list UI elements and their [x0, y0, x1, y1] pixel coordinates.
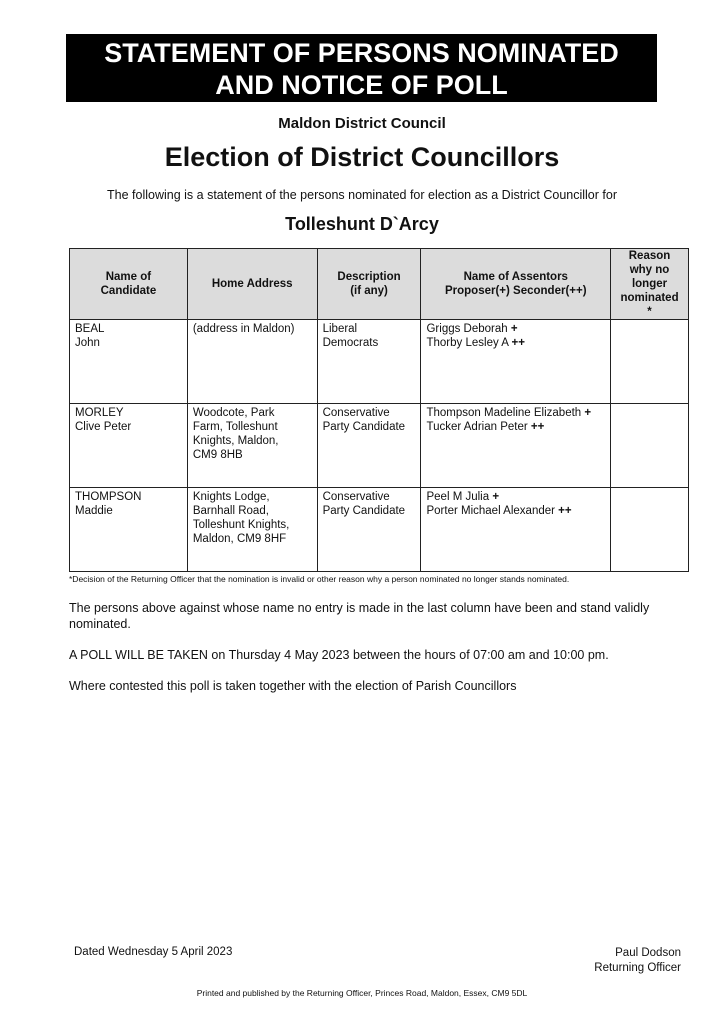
header-home-address: Home Address — [187, 249, 317, 320]
proposer-marker: + — [584, 407, 592, 419]
banner-line-1: STATEMENT OF PERSONS NOMINATED — [104, 38, 619, 68]
candidate-name-cell — [70, 404, 188, 488]
election-title: Election of District Councillors — [164, 142, 560, 172]
reason-cell — [611, 404, 689, 488]
assentors-cell — [421, 404, 611, 488]
candidate-forenames: John — [75, 337, 100, 349]
notice-banner — [66, 34, 657, 102]
candidate-surname: THOMPSON — [75, 491, 142, 503]
reason-cell — [611, 488, 689, 572]
seconder-marker: ++ — [558, 505, 572, 517]
header-description: Description (if any) — [317, 249, 421, 320]
seconder: Tucker Adrian Peter ++ — [426, 421, 545, 433]
candidate-surname: BEAL — [75, 323, 105, 335]
table-header-row — [70, 249, 689, 320]
candidate-name-cell — [70, 320, 188, 404]
intro-statement: The following is a statement of the persons nominated for election as a District Councillor for — [107, 188, 617, 202]
assentors-cell — [421, 488, 611, 572]
nominations-table — [69, 248, 689, 572]
home-address-cell: Woodcote, Park Farm, Tolleshunt Knights, Maldon, CM9 8HB — [187, 404, 317, 488]
table-row — [70, 488, 689, 572]
candidate-forenames: Clive Peter — [75, 421, 132, 433]
seconder: Thorby Lesley A ++ — [426, 337, 525, 349]
proposer: Peel M Julia + — [426, 491, 500, 503]
proposer-marker: + — [492, 491, 500, 503]
table-row — [70, 404, 689, 488]
returning-officer-signature — [594, 946, 681, 976]
table-row — [70, 320, 689, 404]
validly-nominated-statement: The persons above against whose name no entry is made in the last column have been and stand validly nominated. — [69, 601, 650, 631]
candidate-surname: MORLEY — [75, 407, 124, 419]
home-address-cell: (address in Maldon) — [187, 320, 317, 404]
parish-combined-notice: Where contested this poll is taken together with the election of Parish Councillors — [69, 679, 517, 693]
header-candidate-name: Name of Candidate — [70, 249, 188, 320]
header-reason: Reason why no longer nominated * — [611, 249, 689, 320]
description-cell: Liberal Democrats — [317, 320, 421, 404]
officer-title: Returning Officer — [594, 962, 681, 974]
proposer-marker: + — [510, 323, 518, 335]
poll-notice: A POLL WILL BE TAKEN on Thursday 4 May 2023 between the hours of 07:00 am and 10:00 pm. — [69, 648, 609, 662]
seconder-marker: ++ — [511, 337, 525, 349]
candidate-forenames: Maddie — [75, 505, 113, 517]
imprint: Printed and published by the Returning Officer, Princes Road, Maldon, Essex, CM9 5DL — [196, 988, 528, 998]
banner-line-2: AND NOTICE OF POLL — [215, 70, 508, 100]
home-address-cell: Knights Lodge, Barnhall Road, Tolleshunt Knights, Maldon, CM9 8HF — [187, 488, 317, 572]
proposer: Griggs Deborah + — [426, 323, 518, 335]
seconder-marker: ++ — [530, 421, 545, 433]
assentors-cell — [421, 320, 611, 404]
dated-line: Dated Wednesday 5 April 2023 — [74, 946, 233, 958]
candidate-name-cell — [70, 488, 188, 572]
description-cell: Conservative Party Candidate — [317, 404, 421, 488]
seconder: Porter Michael Alexander ++ — [426, 505, 572, 517]
header-assentors: Name of Assentors Proposer(+) Seconder(++) — [421, 249, 611, 320]
description-cell: Conservative Party Candidate — [317, 488, 421, 572]
table-footnote: *Decision of the Returning Officer that the nomination is invalid or other reason why a person nominated no longer stands nominated. — [69, 574, 570, 584]
proposer: Thompson Madeline Elizabeth + — [426, 407, 592, 419]
ward-name: Tolleshunt D`Arcy — [285, 214, 439, 234]
officer-name: Paul Dodson — [615, 947, 681, 959]
reason-cell — [611, 320, 689, 404]
council-name: Maldon District Council — [278, 115, 446, 132]
